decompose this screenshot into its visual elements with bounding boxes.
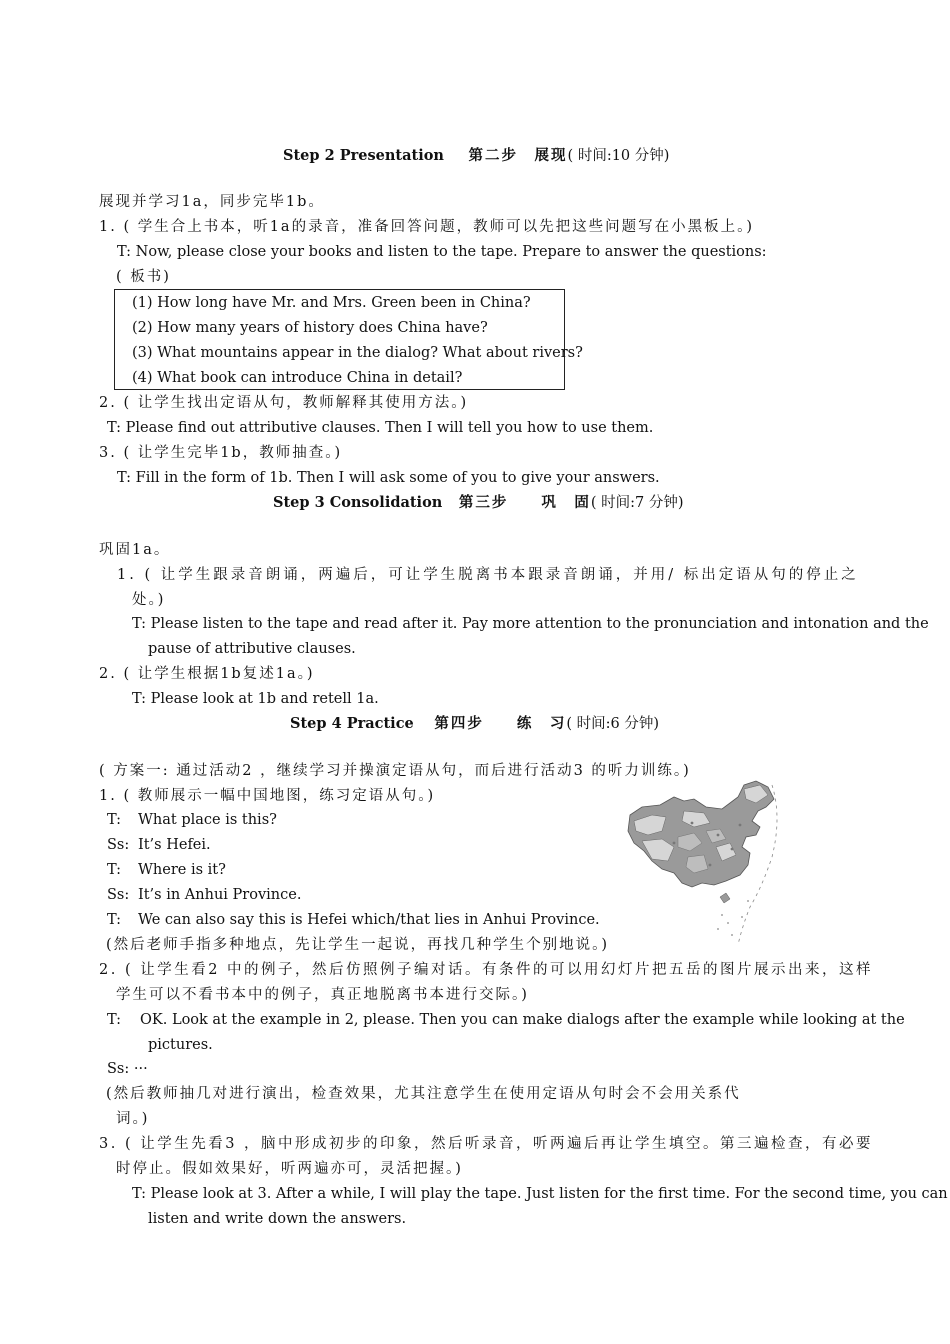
dialog-line-1: What place is this? <box>138 812 277 828</box>
step3-time: ( 时间:7 分钟) <box>590 495 684 511</box>
step4-item3-en-a <box>132 1184 948 1204</box>
question-1: (1) How long have Mr. and Mrs. Green been in China? <box>132 295 531 311</box>
step4-item2-t-speaker: T: <box>107 1012 122 1028</box>
step4-item2-t-b: pictures. <box>148 1037 213 1053</box>
step4-item2-ss: Ss: ··· <box>107 1061 148 1077</box>
step3-heading-cn: 第三步 巩 固 <box>458 494 591 511</box>
step3-item1-en-b: pause of attributive clauses. <box>148 641 356 657</box>
step4-heading-cn: 第四步 练 习 <box>434 715 567 732</box>
dialog-speaker-3: T: <box>107 862 122 878</box>
step4-item3-cn-b: 时停止。假如效果好，听两遍亦可，灵活把握。) <box>116 1161 463 1177</box>
step4-heading <box>290 714 659 734</box>
dialog-line-5: We can also say this is Hefei which/that lies in Anhui Province. <box>138 912 600 928</box>
step3-item1-en-a-text: T: Please listen to the tape and read after it. Pay more attention to the pronunciation and intonation and the <box>132 616 929 632</box>
step4-item2-note-b: 词。) <box>116 1111 150 1127</box>
dialog-speaker-5: T: <box>107 912 122 928</box>
dialog-speaker-1: T: <box>107 812 122 828</box>
step3-item2-en: T: Please look at 1b and retell 1a. <box>132 691 379 707</box>
step2-item1-cn: 1. ( 学生合上书本，听1a的录音，准备回答问题，教师可以先把这些问题写在小黑板上。) <box>99 219 754 235</box>
step2-heading-en: Step 2 Presentation <box>283 147 444 164</box>
step4-heading-en: Step 4 Practice <box>290 715 414 732</box>
dialog-speaker-2: Ss: <box>107 837 130 853</box>
step2-item3-cn: 3. ( 让学生完毕1b，教师抽查。) <box>99 445 343 461</box>
step3-intro: 巩固1a。 <box>99 542 171 558</box>
step4-item3-en-b: listen and write down the answers. <box>148 1211 407 1227</box>
step4-plan: ( 方案一: 通过活动2 ，继续学习并操演定语从句，而后进行活动3 的听力训练。) <box>99 763 691 779</box>
step2-heading <box>283 146 669 166</box>
step4-item2-t-a <box>140 1010 905 1030</box>
step3-item1-cn-a: 1. ( 让学生跟录音朗诵，两遍后，可让学生脱离书本跟录音朗诵，并用/ 标出定语从句的停止之 <box>117 567 859 583</box>
step3-item1-cn-b: 处。) <box>132 592 166 608</box>
step2-intro: 展现并学习1a，同步完毕1b。 <box>99 194 325 210</box>
dialog-line-4: It’s in Anhui Province. <box>138 887 302 903</box>
china-map-image <box>622 777 792 947</box>
dialog-speaker-4: Ss: <box>107 887 130 903</box>
step3-heading-en: Step 3 Consolidation <box>273 494 443 511</box>
step2-time: ( 时间:10 分钟) <box>567 148 670 164</box>
dialog-line-3: Where is it? <box>138 862 226 878</box>
step3-item2-cn: 2. ( 让学生根据1b复述1a。) <box>99 666 315 682</box>
question-4: (4) What book can introduce China in detail? <box>132 370 463 386</box>
step4-time: ( 时间:6 分钟) <box>566 716 660 732</box>
step3-item1-en-a <box>132 614 929 634</box>
step4-item1-note: (然后老师手指多种地点，先让学生一起说，再找几种学生个别地说。) <box>106 937 610 953</box>
step2-item3-en: T: Fill in the form of 1b. Then I will ask some of you to give your answers. <box>117 470 660 486</box>
step2-item2-en: T: Please find out attributive clauses. Then I will tell you how to use them. <box>107 420 654 436</box>
step4-item3-cn-a: 3. ( 让学生先看3 ，脑中形成初步的印象，然后听录音，听两遍后再让学生填空。第三遍检查，有必要 <box>99 1136 874 1152</box>
step4-item2-cn-b: 学生可以不看书本中的例子，真正地脱离书本进行交际。) <box>116 987 529 1003</box>
question-2: (2) How many years of history does China have? <box>132 320 488 336</box>
step2-item2-cn: 2. ( 让学生找出定语从句，教师解释其使用方法。) <box>99 395 469 411</box>
step4-item2-t-a-text: OK. Look at the example in 2, please. Then you can make dialogs after the example while looking at the <box>140 1012 905 1028</box>
step2-item1-en: T: Now, please close your books and listen to the tape. Prepare to answer the questions: <box>117 244 767 260</box>
step3-heading <box>273 493 684 513</box>
question-3: (3) What mountains appear in the dialog? What about rivers? <box>132 345 583 361</box>
step4-item2-note-a: (然后教师抽几对进行演出，检查效果，尤其注意学生在使用定语从句时会不会用关系代 <box>106 1086 741 1102</box>
step4-item3-en-a-text: T: Please look at 3. After a while, I will play the tape. Just listen for the first time. For the second time, you can <box>132 1186 948 1202</box>
dialog-line-2: It’s Hefei. <box>138 837 211 853</box>
step2-board-label: ( 板书) <box>116 269 171 285</box>
step4-item2-cn-a: 2. ( 让学生看2 中的例子，然后仿照例子编对话。有条件的可以用幻灯片把五岳的图片展示出来，这样 <box>99 962 874 978</box>
step2-heading-cn: 第二步 展现 <box>468 147 568 164</box>
step4-item1-cn: 1. ( 教师展示一幅中国地图，练习定语从句。) <box>99 788 436 804</box>
